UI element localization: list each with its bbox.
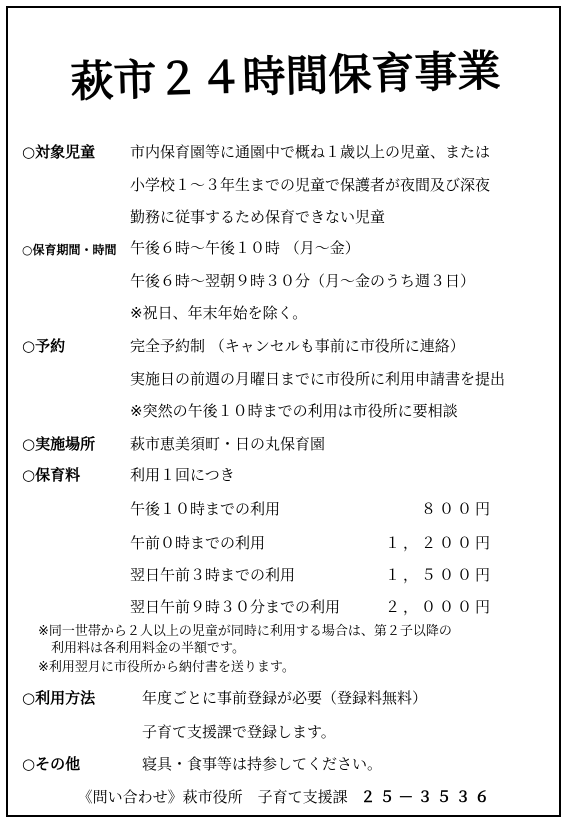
reservation-line-3: ※突然の午後１０時までの利用は市役所に要相談 [130,402,458,420]
fee-row-label: 翌日午前３時までの利用 [130,566,296,584]
reservation-line-1: 完全予約制 （キャンセルも事前に市役所に連絡） [130,337,465,355]
fee-row-label: 午前０時までの利用 [130,534,266,552]
page-title: 萩市２４時間保育事業 [69,46,502,108]
location-line-1: 萩市恵美須町・日の丸保育園 [130,435,326,453]
contact-label: 《問い合わせ》萩市役所 子育て支援課 [77,788,348,806]
usage-line-1: 年度ごとに事前登録が必要（登録料無料） [142,689,428,707]
target-line-3: 勤務に従事するため保育できない児童 [130,208,386,226]
fee-row-value: １，５００円 [384,566,493,584]
fee-row-label: 翌日午前９時３０分までの利用 [130,598,341,616]
contact-line [0,787,571,807]
other-line-1: 寝具・食事等は持参してください。 [142,755,383,773]
heading-fee: ○保育料 [22,466,81,484]
heading-other: ○その他 [22,755,81,773]
fee-row-value: ８００円 [420,500,493,518]
heading-period: ○保育期間・時間 [22,243,117,257]
period-line-2: 午後６時～翌朝９時３０分（月～金のうち週３日） [130,272,476,290]
heading-location: ○実施場所 [22,435,96,453]
fee-row-label: 午後１０時までの利用 [130,500,281,518]
fee-note-2: 利用料は各利用料金の半額です。 [38,641,245,656]
fee-row-value: １，２００円 [384,534,493,552]
heading-usage: ○利用方法 [22,689,96,707]
target-line-2: 小学校１～３年生までの児童で保護者が夜間及び深夜 [130,176,491,194]
fee-note-3: ※利用翌月に市役所から納付書を送ります。 [38,660,295,675]
heading-target: ○対象児童 [22,143,96,161]
contact-phone: ２５－３５３６ [360,788,494,806]
fee-note-1: ※同一世帯から２人以上の児童が同時に利用する場合は、第２子以降の [38,624,452,639]
period-line-1: 午後６時～午後１０時 （月～金） [130,239,360,257]
heading-reservation: ○予約 [22,337,66,355]
reservation-line-2: 実施日の前週の月曜日までに市役所に利用申請書を提出 [130,370,506,388]
target-line-1: 市内保育園等に通園中で概ね１歳以上の児童、または [130,143,491,161]
fee-row-value: ２，０００円 [384,598,493,616]
fee-intro: 利用１回につき [130,466,235,484]
usage-line-2: 子育て支援課で登録します。 [142,723,336,741]
period-line-3: ※祝日、年末年始を除く。 [130,304,308,322]
